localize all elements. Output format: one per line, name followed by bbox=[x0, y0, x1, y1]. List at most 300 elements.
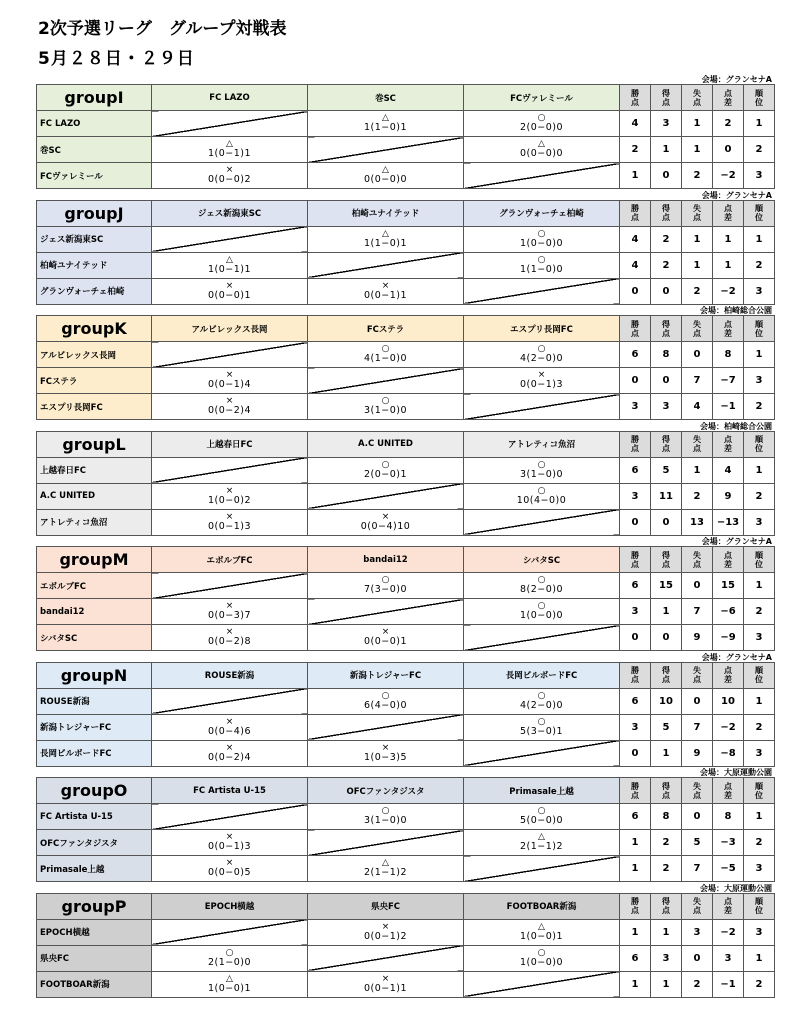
result-score: 1(0−0)2 bbox=[207, 494, 252, 506]
stat-value: 7 bbox=[682, 856, 713, 882]
stat-value: 0 bbox=[651, 278, 682, 304]
column-team-name: FCヴァレミール bbox=[464, 85, 620, 111]
stat-value: 7 bbox=[682, 599, 713, 625]
column-team-name: bandai12 bbox=[308, 547, 464, 573]
group-header-row bbox=[37, 547, 775, 573]
result-score: 2(1−1)2 bbox=[363, 867, 408, 878]
group-name: groupM bbox=[37, 547, 152, 573]
table-row bbox=[37, 111, 775, 137]
group-header-row bbox=[37, 662, 775, 688]
result-score: 0(0−1)3 bbox=[519, 379, 564, 390]
group-header-row bbox=[37, 431, 775, 457]
result-symbol: × bbox=[225, 485, 234, 496]
stat-value: 0 bbox=[620, 368, 651, 394]
stat-value: 2 bbox=[744, 252, 775, 278]
stat-header: 点 差 bbox=[713, 547, 744, 573]
result-symbol: ○ bbox=[537, 947, 546, 958]
stat-value: 7 bbox=[682, 368, 713, 394]
match-result bbox=[464, 137, 620, 163]
result-score: 1(0−3)5 bbox=[363, 751, 408, 763]
stat-value: 0 bbox=[620, 740, 651, 766]
self-match-diagonal bbox=[152, 804, 308, 830]
stat-value: 0 bbox=[651, 625, 682, 651]
stat-value: 3 bbox=[620, 714, 651, 740]
row-team-name: A.C UNITED bbox=[37, 483, 152, 509]
stat-value: 3 bbox=[651, 394, 682, 420]
match-result bbox=[308, 856, 464, 882]
result-symbol: ○ bbox=[381, 806, 390, 816]
stat-value: 3 bbox=[651, 111, 682, 137]
result-score: 0(0−1)1 bbox=[363, 982, 408, 994]
stat-value: 0 bbox=[682, 804, 713, 830]
result-symbol: × bbox=[225, 396, 234, 406]
stat-value: 9 bbox=[682, 740, 713, 766]
stat-header: 得 点 bbox=[651, 547, 682, 573]
stat-value: 0 bbox=[682, 342, 713, 368]
match-result bbox=[152, 856, 308, 882]
stat-value: −2 bbox=[713, 714, 744, 740]
result-symbol: × bbox=[225, 627, 234, 637]
result-score: 0(0−2)4 bbox=[207, 751, 252, 763]
stat-value: 1 bbox=[744, 226, 775, 252]
result-symbol: ○ bbox=[537, 254, 546, 265]
row-team-name: グランヴォーチェ柏崎 bbox=[37, 278, 152, 304]
group-table bbox=[36, 315, 775, 420]
self-match-diagonal bbox=[464, 856, 620, 882]
venue-label: 会場：大原運動公園 bbox=[700, 768, 772, 777]
result-symbol: ○ bbox=[537, 806, 546, 816]
column-team-name: 県央FC bbox=[308, 893, 464, 919]
result-symbol: ○ bbox=[381, 690, 390, 701]
row-team-name: FC LAZO bbox=[37, 111, 152, 137]
result-score: 7(3−0)0 bbox=[363, 584, 408, 595]
row-team-name: 巻SC bbox=[37, 137, 152, 163]
stat-value: 2 bbox=[744, 599, 775, 625]
result-symbol: × bbox=[225, 742, 234, 753]
stat-value: 3 bbox=[682, 919, 713, 945]
column-team-name: Primasale上越 bbox=[464, 778, 620, 804]
result-symbol: ○ bbox=[537, 459, 546, 470]
stat-header: 順 位 bbox=[744, 778, 775, 804]
result-symbol: × bbox=[381, 742, 390, 753]
stat-value: 1 bbox=[744, 111, 775, 137]
stat-value: 3 bbox=[744, 740, 775, 766]
stat-header: 勝 点 bbox=[620, 662, 651, 688]
stat-value: 3 bbox=[620, 599, 651, 625]
result-symbol: × bbox=[225, 601, 234, 611]
table-row bbox=[37, 971, 775, 997]
stat-value: 1 bbox=[744, 457, 775, 483]
page-title: 2次予選リーグ グループ対戦表 bbox=[38, 19, 287, 39]
column-team-name: アトレティコ魚沼 bbox=[464, 431, 620, 457]
result-symbol: ○ bbox=[381, 575, 390, 585]
result-score: 4(1−0)0 bbox=[363, 353, 408, 364]
stat-value: 1 bbox=[620, 830, 651, 856]
self-match-diagonal bbox=[152, 111, 308, 137]
group-name: groupK bbox=[37, 316, 152, 342]
stat-value: 5 bbox=[682, 830, 713, 856]
result-score: 3(1−0)0 bbox=[363, 815, 408, 826]
stat-header: 点 差 bbox=[713, 778, 744, 804]
row-team-name: FCステラ bbox=[37, 368, 152, 394]
stat-value: 2 bbox=[620, 137, 651, 163]
result-symbol: ○ bbox=[537, 601, 546, 611]
stat-value: −8 bbox=[713, 740, 744, 766]
match-result bbox=[308, 111, 464, 137]
stat-value: 2 bbox=[651, 856, 682, 882]
table-row bbox=[37, 856, 775, 882]
stat-value: 3 bbox=[744, 919, 775, 945]
stat-value: 1 bbox=[651, 919, 682, 945]
match-result bbox=[308, 688, 464, 714]
stat-value: 1 bbox=[744, 688, 775, 714]
result-score: 0(0−1)1 bbox=[363, 289, 408, 301]
group-header-row bbox=[37, 893, 775, 919]
result-symbol: ○ bbox=[537, 575, 546, 585]
stat-value: 3 bbox=[744, 278, 775, 304]
group-table bbox=[36, 777, 775, 882]
table-row bbox=[37, 919, 775, 945]
stat-value: 1 bbox=[620, 856, 651, 882]
column-team-name: 柏崎ユナイテッド bbox=[308, 200, 464, 226]
stat-value: 5 bbox=[651, 457, 682, 483]
result-symbol: × bbox=[225, 370, 234, 380]
result-symbol: ○ bbox=[537, 228, 546, 239]
table-row bbox=[37, 625, 775, 651]
result-symbol: ○ bbox=[225, 947, 234, 958]
stat-header: 順 位 bbox=[744, 431, 775, 457]
result-score: 5(3−0)1 bbox=[519, 725, 564, 737]
result-score: 6(4−0)0 bbox=[363, 699, 408, 711]
row-team-name: Primasale上越 bbox=[37, 856, 152, 882]
result-score: 4(2−0)0 bbox=[519, 353, 564, 364]
group-header-row bbox=[37, 85, 775, 111]
match-result bbox=[308, 226, 464, 252]
result-symbol: △ bbox=[382, 165, 389, 175]
result-score: 1(0−0)0 bbox=[519, 610, 564, 621]
stat-header: 順 位 bbox=[744, 547, 775, 573]
result-symbol: × bbox=[225, 165, 234, 175]
stat-value: 9 bbox=[682, 625, 713, 651]
table-row bbox=[37, 483, 775, 509]
stat-value: 2 bbox=[744, 137, 775, 163]
stat-value: 1 bbox=[651, 599, 682, 625]
result-score: 0(0−4)10 bbox=[360, 520, 411, 532]
result-symbol: × bbox=[225, 858, 234, 868]
group-name: groupO bbox=[37, 778, 152, 804]
stat-value: 2 bbox=[682, 483, 713, 509]
venue-label: 会場：グランセナA bbox=[701, 75, 772, 84]
stat-header: 勝 点 bbox=[620, 85, 651, 111]
row-team-name: アトレティコ魚沼 bbox=[37, 509, 152, 535]
stat-value: 8 bbox=[713, 804, 744, 830]
stat-value: 0 bbox=[682, 945, 713, 971]
stat-header: 点 差 bbox=[713, 893, 744, 919]
result-score: 0(0−0)1 bbox=[207, 289, 252, 301]
result-score: 1(1−0)0 bbox=[519, 263, 564, 275]
table-row bbox=[37, 740, 775, 766]
match-result bbox=[308, 625, 464, 651]
self-match-diagonal bbox=[152, 919, 308, 945]
stat-value: 1 bbox=[744, 573, 775, 599]
result-symbol: ○ bbox=[537, 113, 546, 123]
result-score: 0(0−2)4 bbox=[207, 405, 252, 416]
result-score: 1(0−0)0 bbox=[519, 956, 564, 968]
match-result bbox=[464, 714, 620, 740]
stat-value: 3 bbox=[744, 856, 775, 882]
result-symbol: △ bbox=[538, 832, 545, 842]
match-result bbox=[308, 509, 464, 535]
result-score: 0(0−0)2 bbox=[207, 174, 252, 185]
stat-value: 1 bbox=[744, 342, 775, 368]
stat-value: −2 bbox=[713, 163, 744, 189]
stat-value: 1 bbox=[651, 971, 682, 997]
self-match-diagonal bbox=[152, 457, 308, 483]
result-symbol: × bbox=[225, 716, 234, 727]
result-symbol: △ bbox=[538, 921, 545, 932]
stat-value: 2 bbox=[744, 483, 775, 509]
stat-value: 1 bbox=[651, 137, 682, 163]
result-score: 0(0−1)3 bbox=[207, 841, 252, 852]
result-symbol: ○ bbox=[381, 396, 390, 406]
match-result bbox=[464, 573, 620, 599]
result-symbol: × bbox=[225, 280, 234, 291]
row-team-name: 長岡ビルボードFC bbox=[37, 740, 152, 766]
stat-value: −7 bbox=[713, 368, 744, 394]
table-row bbox=[37, 226, 775, 252]
stat-value: 4 bbox=[620, 226, 651, 252]
result-score: 3(1−0)0 bbox=[519, 468, 564, 480]
match-result bbox=[152, 714, 308, 740]
stat-value: 2 bbox=[682, 278, 713, 304]
result-symbol: △ bbox=[226, 973, 233, 984]
group-name: groupI bbox=[37, 85, 152, 111]
stat-header: 順 位 bbox=[744, 200, 775, 226]
column-team-name: FC LAZO bbox=[152, 85, 308, 111]
stat-header: 勝 点 bbox=[620, 547, 651, 573]
stat-value: 15 bbox=[713, 573, 744, 599]
column-team-name: OFCファンタジスタ bbox=[308, 778, 464, 804]
row-team-name: 上越春日FC bbox=[37, 457, 152, 483]
column-team-name: FOOTBOAR新潟 bbox=[464, 893, 620, 919]
table-row bbox=[37, 509, 775, 535]
venue-label: 会場：柏崎総合公園 bbox=[700, 421, 772, 431]
stat-value: 2 bbox=[713, 111, 744, 137]
stat-value: 2 bbox=[651, 226, 682, 252]
match-result bbox=[308, 573, 464, 599]
result-symbol: × bbox=[381, 973, 390, 984]
stat-header: 失 点 bbox=[682, 316, 713, 342]
stat-value: 0 bbox=[620, 278, 651, 304]
stat-value: 13 bbox=[682, 509, 713, 535]
result-symbol: ○ bbox=[537, 690, 546, 701]
result-score: 5(0−0)0 bbox=[519, 815, 564, 826]
stat-value: 0 bbox=[620, 625, 651, 651]
stat-header: 得 点 bbox=[651, 778, 682, 804]
result-symbol: △ bbox=[226, 254, 233, 265]
stat-value: 0 bbox=[620, 509, 651, 535]
row-team-name: FOOTBOAR新潟 bbox=[37, 971, 152, 997]
stat-header: 得 点 bbox=[651, 316, 682, 342]
match-result bbox=[152, 163, 308, 189]
stat-value: 2 bbox=[682, 971, 713, 997]
match-result bbox=[464, 919, 620, 945]
stat-value: 2 bbox=[651, 252, 682, 278]
stat-header: 勝 点 bbox=[620, 893, 651, 919]
stat-header: 勝 点 bbox=[620, 316, 651, 342]
stat-value: −13 bbox=[713, 509, 744, 535]
result-symbol: △ bbox=[382, 113, 389, 123]
stat-header: 点 差 bbox=[713, 85, 744, 111]
row-team-name: EPOCH横越 bbox=[37, 919, 152, 945]
match-result bbox=[464, 599, 620, 625]
match-result bbox=[308, 163, 464, 189]
self-match-diagonal bbox=[464, 163, 620, 189]
row-team-name: 県央FC bbox=[37, 945, 152, 971]
stat-value: 0 bbox=[651, 368, 682, 394]
stat-value: 0 bbox=[682, 688, 713, 714]
result-score: 10(4−0)0 bbox=[516, 494, 567, 506]
stat-header: 勝 点 bbox=[620, 431, 651, 457]
stat-value: 10 bbox=[713, 688, 744, 714]
stat-value: 1 bbox=[620, 919, 651, 945]
match-result bbox=[464, 111, 620, 137]
result-score: 0(0−0)0 bbox=[519, 148, 564, 159]
result-score: 1(0−1)1 bbox=[207, 263, 252, 275]
stat-value: 2 bbox=[682, 163, 713, 189]
stat-value: 2 bbox=[744, 394, 775, 420]
result-symbol: ○ bbox=[381, 344, 390, 354]
match-result bbox=[152, 971, 308, 997]
group-name: groupP bbox=[37, 893, 152, 919]
stat-header: 順 位 bbox=[744, 662, 775, 688]
stat-value: 3 bbox=[744, 625, 775, 651]
row-team-name: FCヴァレミール bbox=[37, 163, 152, 189]
stat-value: 1 bbox=[713, 226, 744, 252]
match-result bbox=[464, 945, 620, 971]
table-row bbox=[37, 163, 775, 189]
stat-header: 得 点 bbox=[651, 431, 682, 457]
stat-header: 失 点 bbox=[682, 778, 713, 804]
stat-value: 0 bbox=[651, 163, 682, 189]
stat-header: 勝 点 bbox=[620, 200, 651, 226]
column-team-name: エスプリ長岡FC bbox=[464, 316, 620, 342]
table-row bbox=[37, 252, 775, 278]
result-score: 0(0−1)4 bbox=[207, 379, 252, 390]
column-team-name: エボルブFC bbox=[152, 547, 308, 573]
self-match-diagonal bbox=[152, 688, 308, 714]
result-symbol: △ bbox=[226, 139, 233, 149]
stat-value: 0 bbox=[713, 137, 744, 163]
stat-header: 得 点 bbox=[651, 85, 682, 111]
stat-header: 点 差 bbox=[713, 316, 744, 342]
match-result bbox=[308, 740, 464, 766]
stat-header: 失 点 bbox=[682, 547, 713, 573]
self-match-diagonal bbox=[308, 945, 464, 971]
stat-header: 点 差 bbox=[713, 200, 744, 226]
stat-value: −9 bbox=[713, 625, 744, 651]
group-table bbox=[36, 662, 775, 767]
stat-value: 3 bbox=[620, 394, 651, 420]
match-result bbox=[152, 509, 308, 535]
table-row bbox=[37, 599, 775, 625]
result-symbol: × bbox=[381, 280, 390, 291]
match-result bbox=[152, 945, 308, 971]
stat-header: 順 位 bbox=[744, 316, 775, 342]
row-team-name: ジェス新潟東SC bbox=[37, 226, 152, 252]
result-symbol: △ bbox=[382, 228, 389, 239]
match-result bbox=[308, 394, 464, 420]
match-result bbox=[464, 804, 620, 830]
self-match-diagonal bbox=[308, 137, 464, 163]
stat-value: 8 bbox=[713, 342, 744, 368]
stat-header: 失 点 bbox=[682, 431, 713, 457]
stat-value: 4 bbox=[682, 394, 713, 420]
column-team-name: FC Artista U-15 bbox=[152, 778, 308, 804]
stat-value: 5 bbox=[651, 714, 682, 740]
page-subtitle: 5月２８日・２９日 bbox=[38, 49, 195, 69]
self-match-diagonal bbox=[464, 740, 620, 766]
stat-value: 1 bbox=[744, 804, 775, 830]
stat-value: 1 bbox=[620, 163, 651, 189]
match-result bbox=[464, 226, 620, 252]
match-result bbox=[308, 342, 464, 368]
column-team-name: アルビレックス長岡 bbox=[152, 316, 308, 342]
stat-value: 0 bbox=[651, 509, 682, 535]
stat-header: 順 位 bbox=[744, 85, 775, 111]
match-result bbox=[308, 971, 464, 997]
match-result bbox=[152, 483, 308, 509]
stat-value: 1 bbox=[682, 252, 713, 278]
self-match-diagonal bbox=[464, 971, 620, 997]
stat-value: 3 bbox=[744, 509, 775, 535]
column-team-name: ROUSE新潟 bbox=[152, 662, 308, 688]
self-match-diagonal bbox=[464, 278, 620, 304]
row-team-name: エボルブFC bbox=[37, 573, 152, 599]
table-row bbox=[37, 394, 775, 420]
result-symbol: × bbox=[381, 921, 390, 932]
match-result bbox=[464, 457, 620, 483]
group-header-row bbox=[37, 316, 775, 342]
result-score: 1(0−1)1 bbox=[207, 148, 252, 159]
stat-header: 失 点 bbox=[682, 85, 713, 111]
stat-value: 15 bbox=[651, 573, 682, 599]
result-symbol: ○ bbox=[381, 459, 390, 470]
match-result bbox=[308, 278, 464, 304]
stat-value: 1 bbox=[620, 971, 651, 997]
match-result bbox=[464, 483, 620, 509]
match-result bbox=[308, 457, 464, 483]
stat-value: 6 bbox=[620, 945, 651, 971]
row-team-name: bandai12 bbox=[37, 599, 152, 625]
group-table bbox=[36, 546, 775, 651]
venue-label: 会場：グランセナA bbox=[701, 190, 772, 200]
column-team-name: FCステラ bbox=[308, 316, 464, 342]
result-score: 2(0−0)0 bbox=[519, 122, 564, 133]
stat-value: −2 bbox=[713, 919, 744, 945]
result-symbol: × bbox=[537, 370, 546, 380]
stat-value: 1 bbox=[713, 252, 744, 278]
self-match-diagonal bbox=[308, 483, 464, 509]
result-score: 0(0−1)2 bbox=[363, 930, 408, 942]
table-row bbox=[37, 688, 775, 714]
result-score: 1(0−0)0 bbox=[519, 237, 564, 249]
stat-value: 3 bbox=[713, 945, 744, 971]
result-symbol: × bbox=[381, 627, 390, 637]
match-result bbox=[152, 368, 308, 394]
self-match-diagonal bbox=[308, 252, 464, 278]
match-result bbox=[152, 278, 308, 304]
